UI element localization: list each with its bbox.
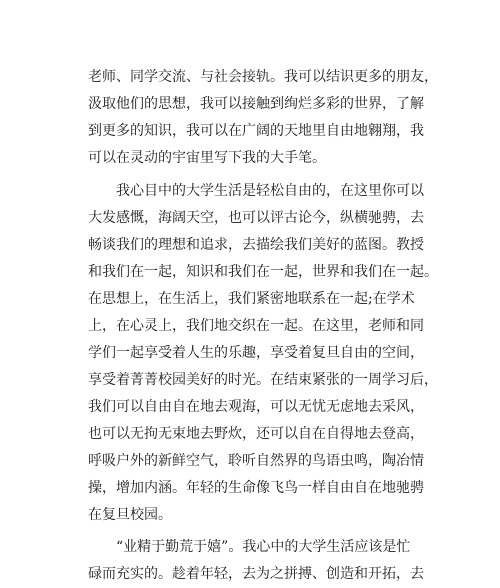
- document-body: [88, 64, 438, 588]
- text-line: 和我们在一起，知识和我们在一起，世界和我们在一起。: [88, 263, 438, 280]
- text-line: 畅谈我们的理想和追求，去描绘我们美好的蓝图。教授: [88, 236, 424, 253]
- text-line: 操，增加内涵。年轻的生命像飞鸟一样自由自在地驰骋: [88, 479, 424, 496]
- text-line: 老师、同学交流、与社会接轨。我可以结识更多的朋友，: [88, 69, 438, 85]
- text-line: 也可以无拘无束地去野炊，还可以自在自得地去登高，: [88, 425, 424, 442]
- text-line: 享受着菁菁校园美好的时光。在结束紧张的一周学习后，: [88, 371, 438, 388]
- text-line: 汲取他们的思想，我可以接触到绚烂多彩的世界，了解: [88, 96, 424, 112]
- text-line: 上，在心灵上，我们地交织在一起。在这里，老师和同: [88, 317, 424, 334]
- text-line: “业精于勤荒于嬉”。我心中的大学生活应该是忙: [88, 539, 411, 555]
- text-line: 在思想上，在生活上，我们紧密地联系在一起;在学术: [88, 290, 415, 307]
- text-line: 在复旦校园。: [88, 506, 172, 523]
- text-line: 我心目中的大学生活是轻松自由的，在这里你可以: [88, 182, 424, 199]
- text-line: 我们可以自由自在地去观海，可以无忧无虑地去采风，: [88, 398, 424, 415]
- text-line: 到更多的知识，我可以在广阔的天地里自由地翱翔，我: [88, 123, 424, 139]
- paragraph: [88, 178, 438, 529]
- paragraph: [88, 534, 428, 588]
- text-line: 呼吸户外的新鲜空气，聆听自然界的鸟语虫鸣，陶冶情: [88, 452, 424, 469]
- text-line: 大发感慨，海阔天空，也可以评古论今，纵横驰骋，去: [88, 209, 424, 226]
- text-line: 可以在灵动的宇宙里写下我的大手笔。: [88, 150, 326, 166]
- paragraph: [88, 64, 438, 172]
- text-line: 碌而充实的。趁着年轻，去为之拼搏、创造和开拓，去: [88, 566, 424, 582]
- text-line: 学们一起享受着人生的乐趣，享受着复旦自由的空间，: [88, 344, 424, 361]
